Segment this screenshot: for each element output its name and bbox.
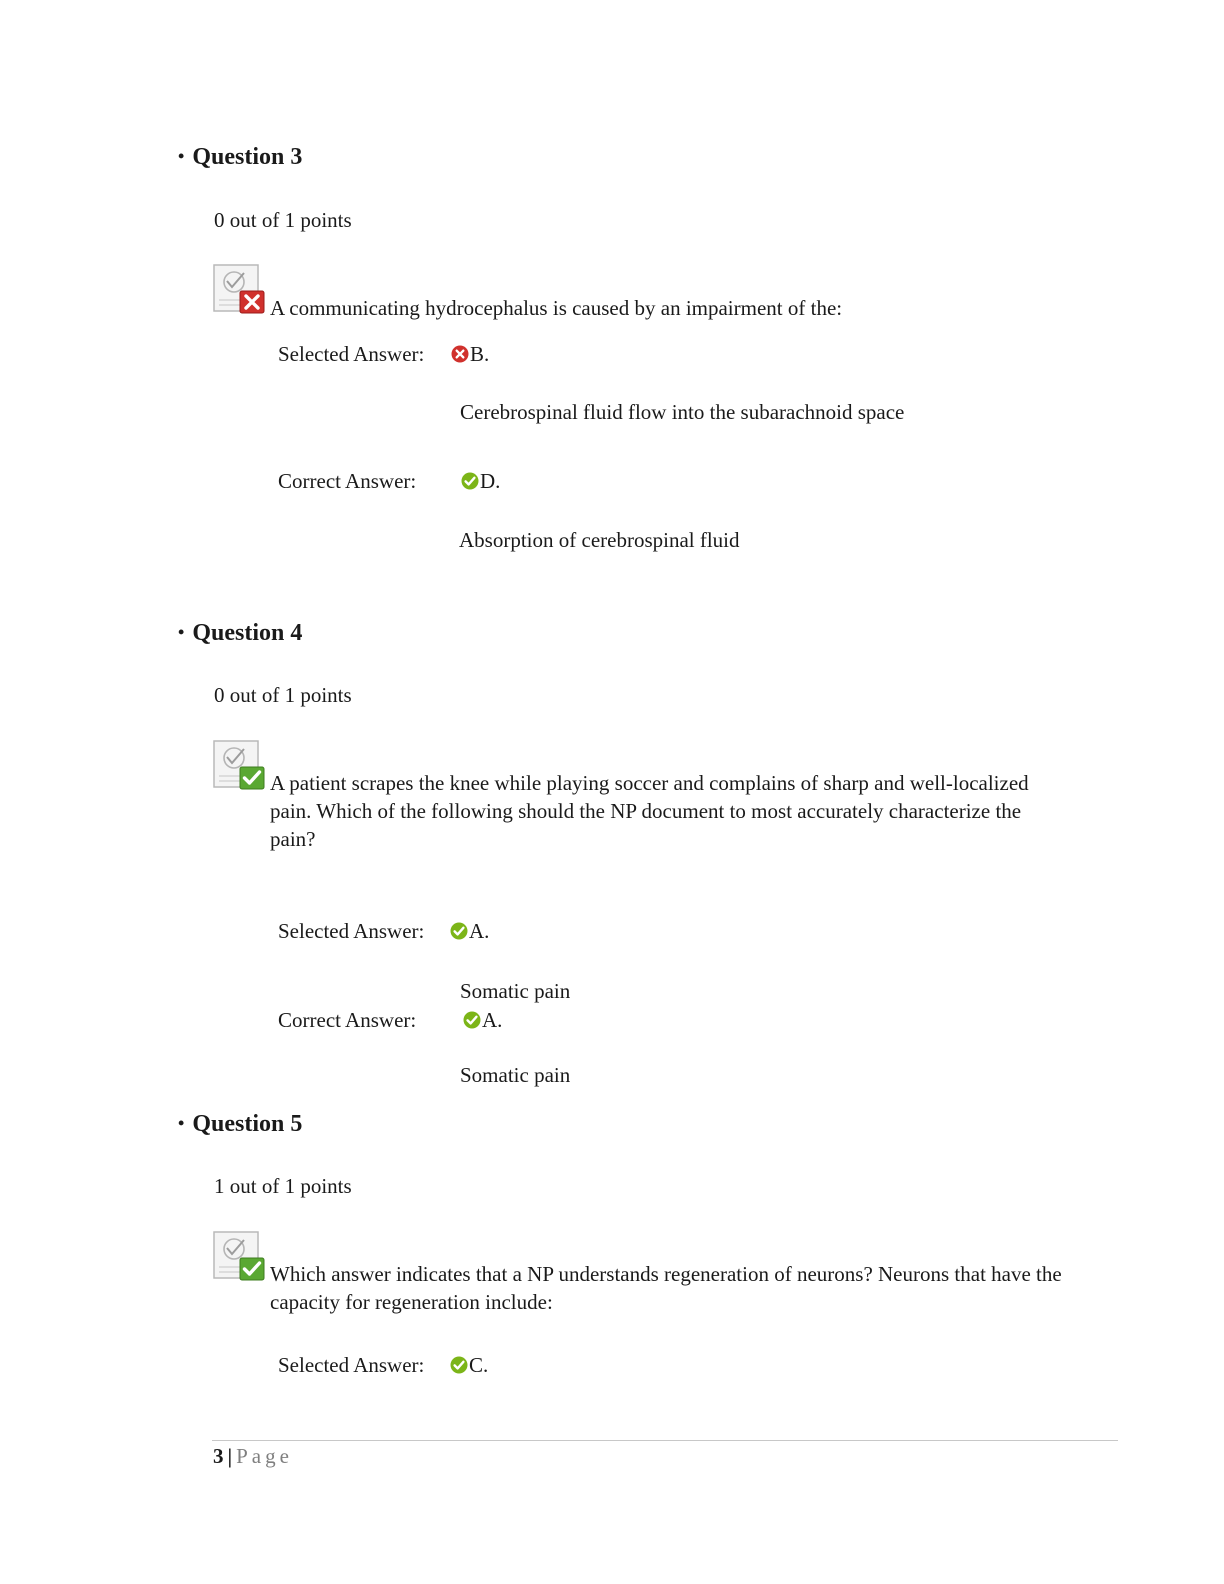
selected-answer-text: Somatic pain (460, 979, 571, 1003)
page-number: 3 (213, 1444, 224, 1468)
selected-answer-letter: B. (470, 342, 490, 366)
correct-answer-letter: D. (480, 469, 501, 493)
footer-divider (212, 1440, 1118, 1441)
incorrect-mark-icon (451, 345, 469, 363)
question-title: Question 3 (192, 144, 303, 170)
incorrect-icon (212, 264, 266, 316)
selected-answer-label: Selected Answer: (278, 919, 425, 943)
correct-answer-label: Correct Answer: (278, 1008, 417, 1032)
bullet: • (178, 1113, 185, 1133)
selected-answer (450, 1353, 488, 1378)
correct-mark-icon (450, 1356, 468, 1374)
selected-answer-text: Cerebrospinal fluid flow into the subarachnoid space (460, 400, 905, 424)
correct-answer-letter: A. (482, 1008, 503, 1032)
page-footer (213, 1444, 293, 1469)
correct-answer-text: Absorption of cerebrospinal fluid (459, 528, 740, 552)
correct-answer (463, 1008, 502, 1033)
question-title: Question 4 (192, 620, 303, 646)
bullet: • (178, 146, 185, 166)
question-4-heading (178, 620, 302, 647)
correct-icon (212, 740, 266, 792)
question-3-heading (178, 144, 302, 171)
bullet: • (178, 622, 185, 642)
selected-answer-label: Selected Answer: (278, 1353, 425, 1377)
question-text: A communicating hydrocephalus is caused by an impairment of the: (270, 296, 843, 320)
question-points: 0 out of 1 points (214, 683, 352, 707)
question-5-heading (178, 1111, 302, 1138)
selected-answer-label: Selected Answer: (278, 342, 425, 366)
correct-mark-icon (461, 472, 479, 490)
selected-answer-letter: C. (469, 1353, 489, 1377)
selected-answer (451, 342, 489, 367)
selected-answer-letter: A. (469, 919, 490, 943)
question-text: Which answer indicates that a NP understands regeneration of neurons? Neurons that have the capacity for regeneration include: (270, 1262, 1062, 1314)
question-points: 0 out of 1 points (214, 208, 352, 232)
question-title: Question 5 (192, 1111, 303, 1137)
selected-answer (450, 919, 489, 944)
correct-answer-text: Somatic pain (460, 1063, 571, 1087)
question-points: 1 out of 1 points (214, 1174, 352, 1198)
page-word: Page (236, 1444, 293, 1468)
correct-mark-icon (463, 1011, 481, 1029)
correct-icon (212, 1231, 266, 1283)
correct-answer (461, 469, 500, 494)
footer-separator: | (227, 1444, 233, 1468)
correct-mark-icon (450, 922, 468, 940)
correct-answer-label: Correct Answer: (278, 469, 417, 493)
question-text: A patient scrapes the knee while playing soccer and complains of sharp and well-localized pain. Which of the following should the NP document to most accurately characterize the pain? (270, 771, 1029, 851)
